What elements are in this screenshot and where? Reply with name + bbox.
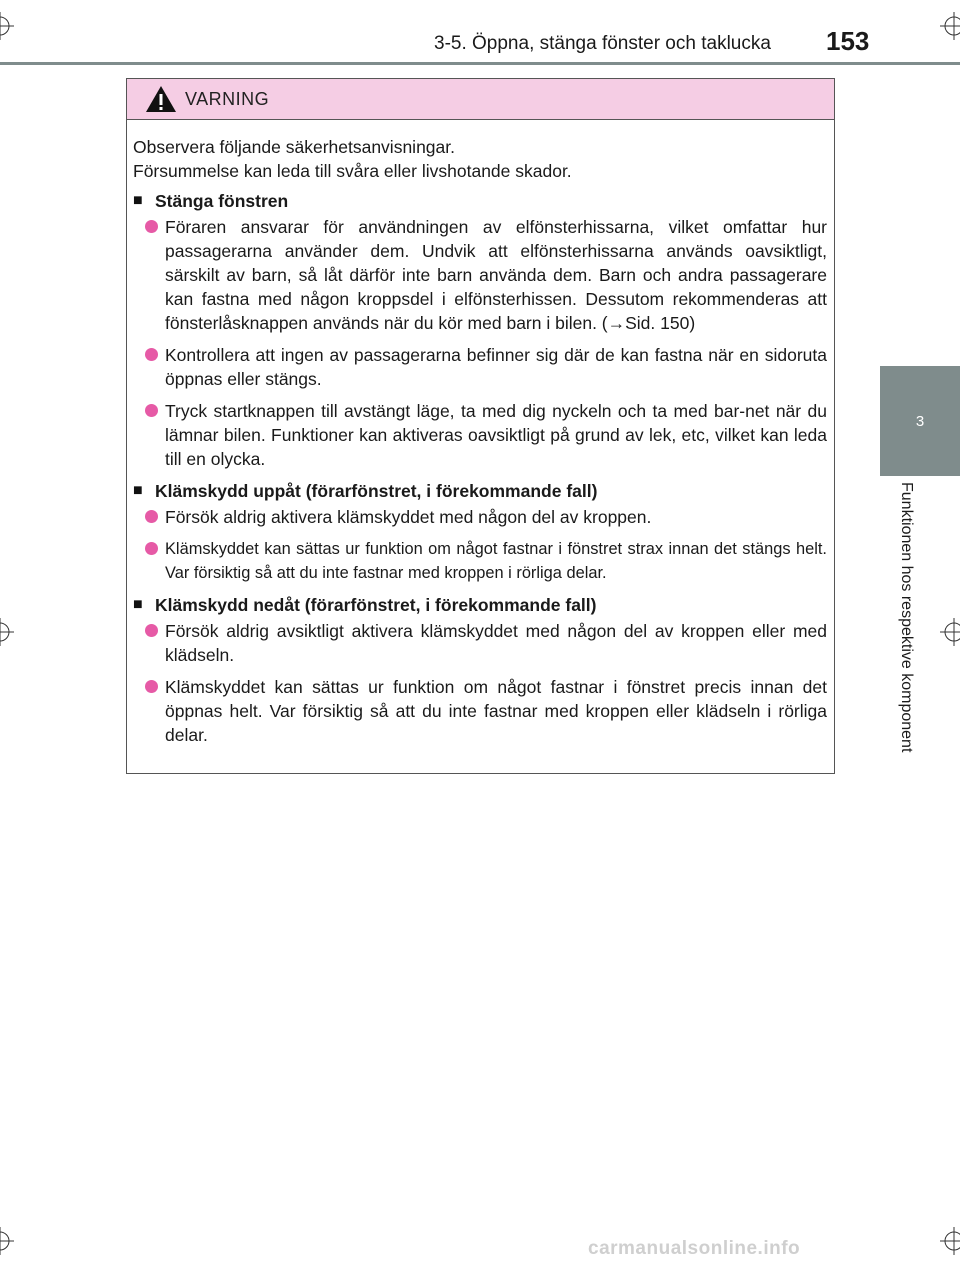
crop-mark-icon	[940, 618, 960, 646]
watermark-url: carmanualsonline.info	[588, 1238, 801, 1259]
list-item: Försök aldrig avsiktligt aktivera klämskyddet med någon del av kroppen eller med klädseln.	[145, 619, 827, 667]
intro-line: Observera följande säkerhetsanvisningar.	[133, 137, 455, 157]
list-item: Föraren ansvarar för användningen av elfönsterhissarna, vilket omfattar hur passagerarna använder dem. Undvik att elfönsterhissarna används oavsiktligt, särskilt av barn, så låt därför inte barn använda dem. Barn och andra passagerare kan fastna med någon kroppsdel i elfönsterhissen. Dessutom rekommenderas att fönsterlåsknappen används när du kör med barn i bilen. (→Sid. 150)	[145, 215, 827, 335]
section-heading: ■ Stänga fönstren	[133, 191, 289, 211]
list-item: Klämskyddet kan sättas ur funktion om något fastnar i fönstret precis innan det öppnas helt. Var försiktig så att du inte fastnar med kroppen eller klädseln i rörliga delar.	[145, 675, 827, 747]
crop-mark-icon	[940, 12, 960, 40]
crop-mark-icon	[0, 12, 14, 40]
crop-mark-icon	[940, 1227, 960, 1255]
list-item: Tryck startknappen till avstängt läge, ta med dig nyckeln och ta med bar-net när du lämnar bilen. Funktioner kan aktiveras oavsiktligt på grund av lek, etc, vilket kan leda till en olycka.	[145, 399, 827, 471]
warning-box	[126, 78, 835, 774]
bullet-icon	[145, 399, 165, 471]
bullet-icon	[145, 537, 165, 585]
warning-intro	[133, 135, 827, 183]
section-title: 3-5. Öppna, stänga fönster och taklucka	[434, 33, 771, 54]
bullet-icon	[145, 215, 165, 335]
square-bullet-icon: ■	[133, 596, 143, 613]
chapter-number: 3	[915, 412, 925, 430]
bullet-icon	[145, 619, 165, 667]
header-divider	[0, 62, 960, 65]
page-number: 153	[826, 26, 870, 56]
chapter-label: Funktionen hos respektive komponent	[898, 482, 915, 753]
square-bullet-icon: ■	[133, 482, 143, 499]
bullet-icon	[145, 505, 165, 529]
chapter-tab	[880, 366, 960, 476]
square-bullet-icon: ■	[133, 192, 143, 209]
warning-body	[127, 120, 834, 747]
bullet-icon	[145, 675, 165, 747]
crop-mark-icon	[0, 1227, 14, 1255]
list-item: Klämskyddet kan sättas ur funktion om något fastnar i fönstret strax innan det stängs helt. Var försiktig så att du inte fastnar med kroppen i rörliga delar.	[145, 537, 827, 585]
list-item: Försök aldrig aktivera klämskyddet med någon del av kroppen.	[145, 505, 827, 529]
intro-line: Försummelse kan leda till svåra eller livshotande skador.	[133, 161, 572, 181]
warning-header	[127, 79, 834, 120]
warning-triangle-icon	[145, 85, 177, 113]
section-heading: ■ Klämskydd nedåt (förarfönstret, i förekommande fall)	[133, 595, 597, 615]
section-heading: ■ Klämskydd uppåt (förarfönstret, i förekommande fall)	[133, 481, 598, 501]
warning-title: VARNING	[185, 88, 270, 109]
bullet-icon	[145, 343, 165, 391]
crop-mark-icon	[0, 618, 14, 646]
list-item: Kontrollera att ingen av passagerarna befinner sig där de kan fastna när en sidoruta öppnas eller stängs.	[145, 343, 827, 391]
